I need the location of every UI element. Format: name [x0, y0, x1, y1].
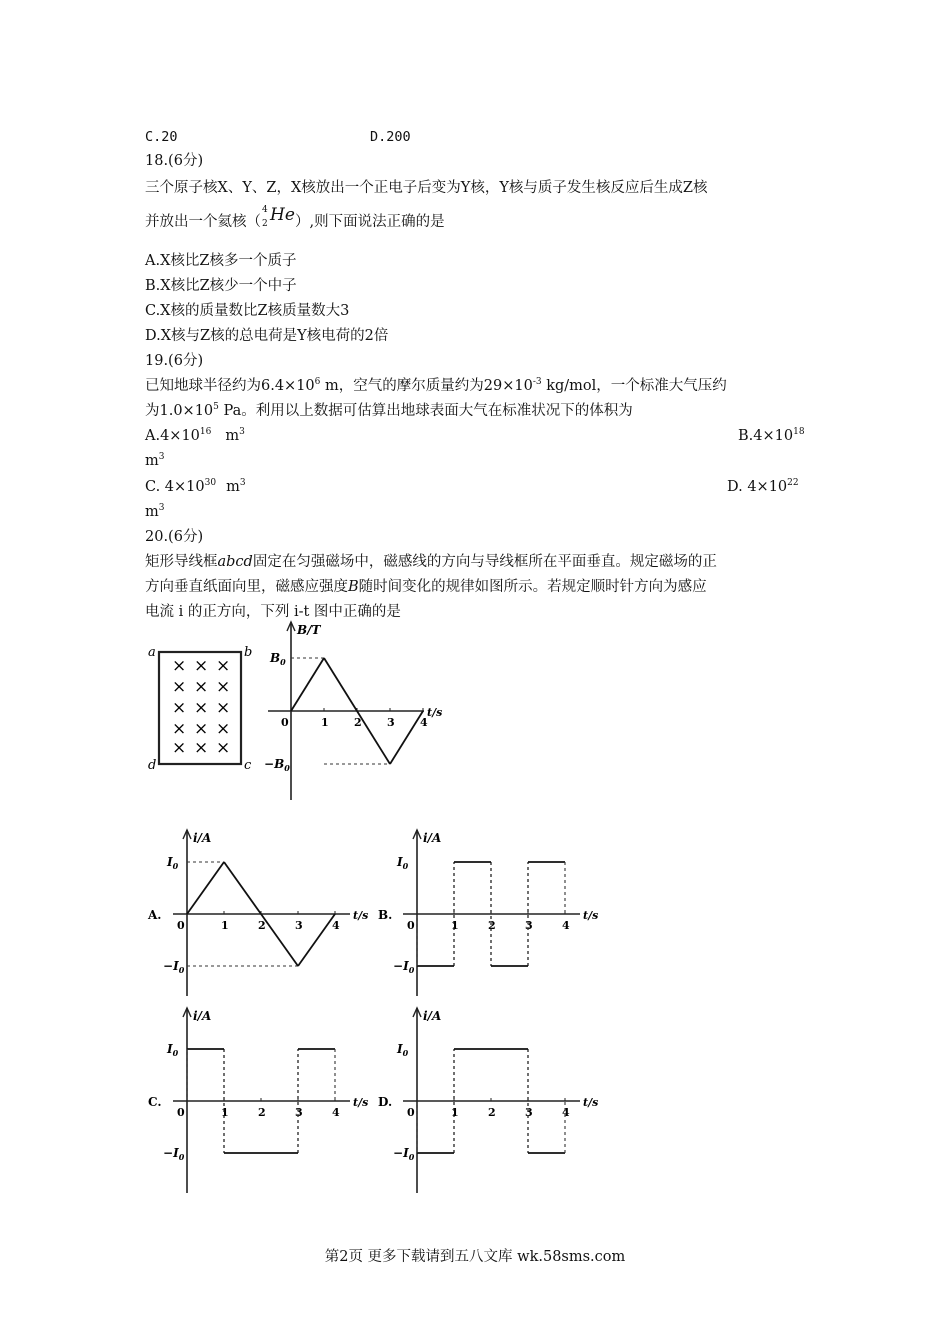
q19-a-unit: m: [225, 428, 240, 444]
min-level-label: $-I_0$: [393, 1146, 415, 1162]
q19-b-unit: [145, 451, 164, 471]
x-axis-label: t/s: [427, 706, 443, 719]
field-cross-10: ×: [194, 719, 209, 739]
q19-option-c: [145, 477, 246, 497]
tick-label-2: 2: [258, 1106, 266, 1119]
field-cross-6: ×: [172, 698, 187, 718]
graph-option-a: [145, 826, 385, 996]
x-axis-label: t/s: [353, 1096, 369, 1109]
max-level-label: $I_0$: [167, 1042, 179, 1058]
max-level-label: $I_0$: [397, 1042, 409, 1058]
q19-option-d: [727, 477, 799, 497]
q19-l2-exp: 5: [213, 402, 219, 412]
field-cross-5: ×: [216, 677, 231, 697]
y-axis-label: i/A: [423, 831, 442, 845]
tick-label-0: 0: [177, 919, 185, 932]
q19-a-base: A.4×10: [145, 428, 200, 444]
corner-b: b: [244, 645, 253, 660]
y-axis-label: i/A: [423, 1009, 442, 1023]
q19-line2: [145, 401, 633, 421]
series-segment-2: [357, 711, 390, 764]
x-axis-label: t/s: [583, 1096, 599, 1109]
tick-label-1: 1: [451, 1106, 459, 1119]
series-segment-3: [298, 914, 335, 966]
field-cross-9: ×: [172, 719, 187, 739]
tick-label-2: 2: [488, 919, 496, 932]
field-crosses: [172, 656, 230, 758]
frame-figure: [145, 640, 255, 775]
field-cross-3: ×: [172, 677, 187, 697]
he-charge-number: 2: [262, 219, 268, 229]
panel-label: A.: [148, 908, 162, 922]
q19-c-base: C. 4×10: [145, 479, 205, 495]
q20-line1: [145, 552, 717, 572]
q19-b-unit-m: m: [145, 453, 159, 469]
q20-l1-b: 固定在匀强磁场中，磁感线的方向与导线框所在平面垂直。规定磁场的正: [252, 554, 717, 570]
field-cross-1: ×: [194, 656, 209, 676]
q18-line2-a: 并放出一个氦核（: [145, 214, 261, 230]
field-cross-12: ×: [172, 738, 187, 758]
q20-line3: 电流 i 的正方向，下列 i-t 图中正确的是: [145, 604, 401, 620]
panel-label: C.: [148, 1095, 162, 1109]
tick-label-2: 2: [258, 919, 266, 932]
q19-l1-exp1: 6: [314, 377, 321, 387]
max-level-label: $I_0$: [167, 855, 179, 871]
tick-label-0: 0: [177, 1106, 185, 1119]
tick-label-4: 4: [420, 716, 428, 729]
graph-option-d: [375, 1004, 615, 1199]
field-cross-7: ×: [194, 698, 209, 718]
q18-option-d: D.X核与Z核的总电荷是Y核电荷的2倍: [145, 328, 389, 344]
series-segment-0: [187, 862, 224, 914]
q20-header: 20.(6分): [145, 529, 204, 545]
q18-option-a: A.X核比Z核多一个质子: [145, 253, 297, 269]
q19-d-unit: [145, 502, 164, 522]
corner-c: c: [244, 758, 252, 773]
corner-d: d: [148, 758, 157, 773]
q19-l1-c: kg/mol，一个标准大气压约: [541, 378, 727, 394]
tick-label-4: 4: [562, 1106, 570, 1119]
q19-c-unit: m: [226, 479, 240, 495]
q19-a-exp: 16: [199, 427, 212, 437]
q19-b-unit-exp: 3: [158, 452, 165, 462]
min-level-label: $-I_0$: [393, 959, 415, 975]
he-symbol: He: [270, 205, 295, 225]
tick-label-3: 3: [295, 919, 303, 932]
field-cross-11: ×: [216, 719, 231, 739]
q19-d-unit-exp: 3: [158, 503, 165, 513]
q19-b-exp: 18: [793, 427, 805, 437]
tick-label-0: 0: [407, 1106, 415, 1119]
q19-d-unit-m: m: [145, 504, 159, 520]
q18-option-b: B.X核比Z核少一个中子: [145, 278, 297, 294]
q19-l1-b: m，空气的摩尔质量约为29×10: [320, 378, 533, 394]
q20-l1-a: 矩形导线框: [145, 554, 218, 570]
q20-abcd: abcd: [217, 554, 253, 570]
helium-symbol: [261, 205, 295, 232]
series-segment-1: [324, 658, 357, 711]
x-axis-label: t/s: [353, 909, 369, 922]
tick-label-1: 1: [451, 919, 459, 932]
q18-line2-b: ）,则下面说法正确的是: [295, 214, 445, 230]
field-cross-8: ×: [216, 698, 231, 718]
q20-l2-b: 随时间变化的规律如图所示。若规定顺时针方向为感应: [358, 579, 707, 595]
q19-option-a: [145, 426, 245, 446]
tick-label-1: 1: [221, 919, 229, 932]
q20-line2: [145, 577, 707, 597]
tick-label-4: 4: [332, 1106, 340, 1119]
field-cross-0: ×: [172, 656, 187, 676]
q19-l1-a: 已知地球半径约为6.4×10: [145, 378, 315, 394]
tick-label-3: 3: [387, 716, 395, 729]
graph-option-b: [375, 826, 615, 996]
q20-l2-a: 方向垂直纸面向里，磁感应强度: [145, 579, 348, 595]
q17-option-d: D.200: [370, 129, 411, 145]
q19-d-exp: 22: [787, 478, 799, 488]
q19-a-unit-exp: 3: [239, 427, 245, 437]
tick-label-3: 3: [295, 1106, 303, 1119]
min-level-label: $-I_0$: [163, 1146, 185, 1162]
b-t-graph: [262, 614, 452, 804]
y-axis-label: B/T: [297, 623, 321, 637]
min-level-label: $-B_0$: [264, 757, 290, 773]
corner-a: a: [148, 645, 156, 660]
tick-label-1: 1: [321, 716, 329, 729]
page-footer: 第2页 更多下载请到五八文库 wk.58sms.com: [324, 1249, 626, 1265]
series-segment-3: [390, 711, 423, 764]
min-level-label: $-I_0$: [163, 959, 185, 975]
q17-option-c: C.20: [145, 129, 178, 145]
q19-d-base: D. 4×10: [727, 479, 788, 495]
field-cross-4: ×: [194, 677, 209, 697]
q19-c-unit-exp: 3: [239, 478, 246, 488]
y-axis-label: i/A: [193, 1009, 212, 1023]
q19-option-b: [738, 426, 805, 446]
tick-label-2: 2: [488, 1106, 496, 1119]
q19-line1: [145, 376, 727, 396]
tick-label-3: 3: [525, 1106, 533, 1119]
q19-l2-b: Pa。利用以上数据可估算出地球表面大气在标准状况下的体积为: [218, 403, 633, 419]
tick-label-2: 2: [354, 716, 362, 729]
tick-label-0: 0: [407, 919, 415, 932]
series-segment-2: [261, 914, 298, 966]
q18-header: 18.(6分): [145, 153, 204, 169]
y-axis-label: i/A: [193, 831, 212, 845]
tick-label-4: 4: [332, 919, 340, 932]
q19-l2-a: 为1.0×10: [145, 403, 214, 419]
field-cross-14: ×: [216, 738, 231, 758]
series-segment-1: [224, 862, 261, 914]
max-level-label: $B_0$: [270, 651, 286, 667]
panel-label: B.: [378, 908, 393, 922]
graph-option-c: [145, 1004, 385, 1199]
tick-label-1: 1: [221, 1106, 229, 1119]
field-cross-2: ×: [216, 656, 231, 676]
q19-b-base: B.4×10: [738, 428, 794, 444]
max-level-label: $I_0$: [397, 855, 409, 871]
q18-line1: 三个原子核X、Y、Z，X核放出一个正电子后变为Y核，Y核与质子发生核反应后生成Z核: [145, 180, 708, 196]
tick-label-4: 4: [562, 919, 570, 932]
q18-option-c: C.X核的质量数比Z核质量数大3: [145, 303, 350, 319]
q19-l1-exp2: -3: [532, 377, 542, 387]
q19-header: 19.(6分): [145, 353, 204, 369]
series-segment-0: [291, 658, 324, 711]
field-cross-13: ×: [194, 738, 209, 758]
tick-label-3: 3: [525, 919, 533, 932]
q19-c-exp: 30: [204, 478, 217, 488]
panel-label: D.: [378, 1095, 393, 1109]
he-mass-number: 4: [262, 205, 268, 215]
q18-line2: [145, 205, 445, 232]
q20-B: B: [348, 579, 359, 595]
x-axis-label: t/s: [583, 909, 599, 922]
tick-label-0: 0: [281, 716, 289, 729]
